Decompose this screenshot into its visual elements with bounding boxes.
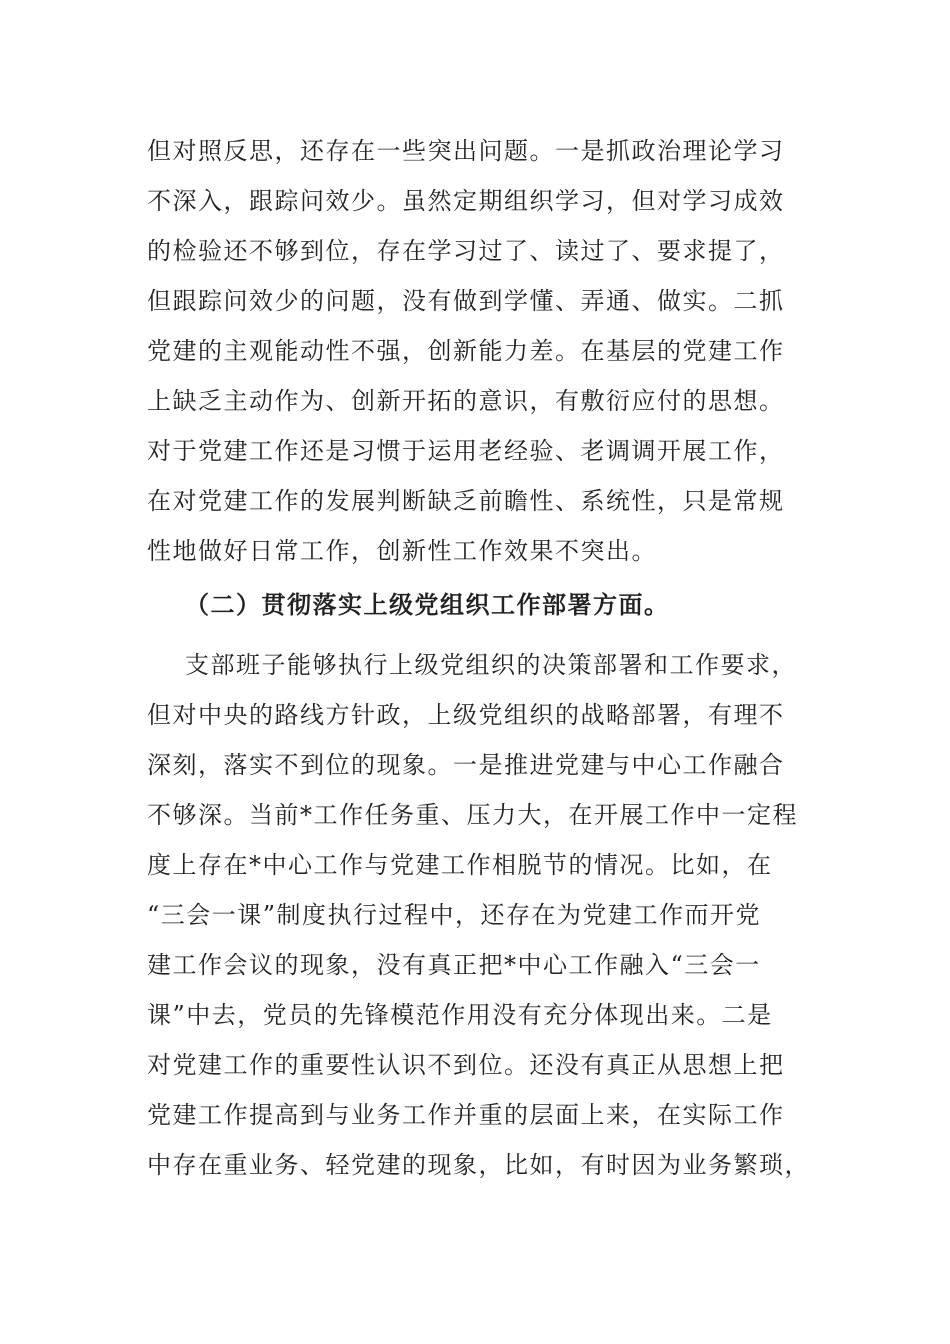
- paragraph-2-line: 但对中央的路线方针政，上级党组织的战略部署，有理不: [147, 701, 785, 729]
- paragraph-1-line: 但跟踪问效少的问题，没有做到学懂、弄通、做实。二抓: [147, 287, 785, 315]
- paragraph-1-line: 性地做好日常工作，创新性工作效果不突出。: [147, 537, 657, 565]
- paragraph-2-line: 度上存在*中心工作与党建工作相脱节的情况。比如，在: [147, 851, 773, 879]
- paragraph-1-line: 对于党建工作还是习惯于运用老经验、老调调开展工作，: [147, 437, 785, 465]
- paragraph-1-line: 上缺乏主动作为、创新开拓的意识，有敷衍应付的思想。: [147, 387, 785, 415]
- paragraph-2-line: 对党建工作的重要性认识不到位。还没有真正从思想上把: [147, 1051, 785, 1079]
- paragraph-2-line: “三会一课”制度执行过程中，还存在为党建工作而开党: [147, 901, 762, 929]
- paragraph-2-line: 建工作会议的现象，没有真正把*中心工作融入“三会一: [147, 951, 761, 979]
- paragraph-2-line: 支部班子能够执行上级党组织的决策部署和工作要求，: [185, 651, 797, 679]
- paragraph-1-line: 不深入，跟踪问效少。虽然定期组织学习，但对学习成效: [147, 187, 785, 215]
- paragraph-2-line: 课”中去，党员的先锋模范作用没有充分体现出来。二是: [147, 1001, 773, 1029]
- section-heading: （二）贯彻落实上级党组织工作部署方面。: [185, 591, 670, 619]
- paragraph-2-line: 不够深。当前*工作任务重、压力大，在开展工作中一定程: [147, 801, 798, 829]
- paragraph-1-line: 在对党建工作的发展判断缺乏前瞻性、系统性，只是常规: [147, 487, 785, 515]
- paragraph-2-line: 中存在重业务、轻党建的现象，比如，有时因为业务繁琐，: [147, 1151, 810, 1179]
- paragraph-1-line: 但对照反思，还存在一些突出问题。一是抓政治理论学习: [147, 137, 785, 165]
- paragraph-2-line: 深刻，落实不到位的现象。一是推进党建与中心工作融合: [147, 751, 785, 779]
- paragraph-1-line: 党建的主观能动性不强，创新能力差。在基层的党建工作: [147, 337, 785, 365]
- paragraph-1-line: 的检验还不够到位，存在学习过了、读过了、要求提了，: [147, 237, 785, 265]
- paragraph-2-line: 党建工作提高到与业务工作并重的层面上来，在实际工作: [147, 1101, 785, 1129]
